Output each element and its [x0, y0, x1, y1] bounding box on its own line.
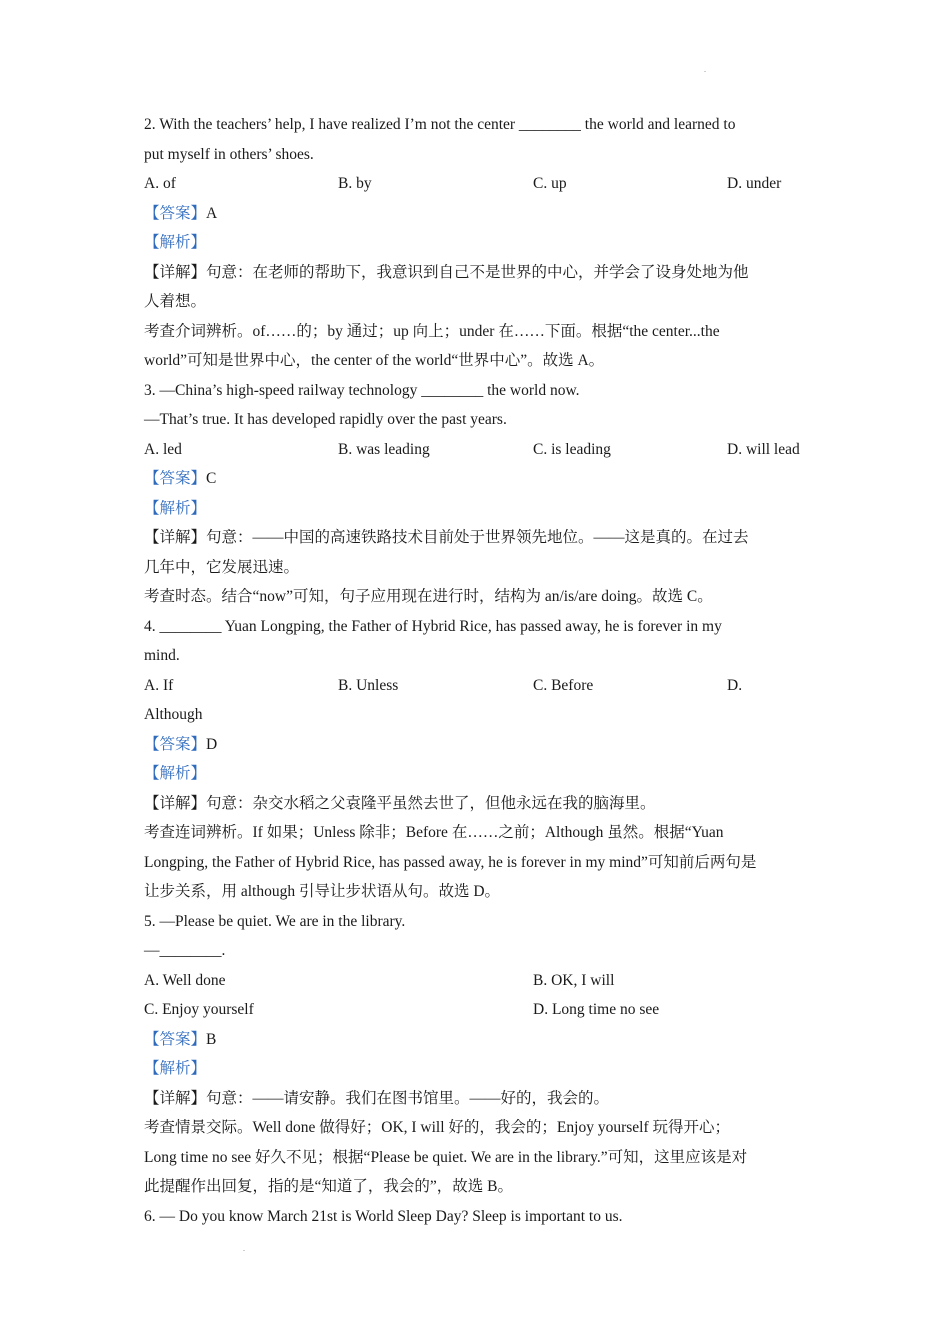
detail-text: Longping, the Father of Hybrid Rice, has passed away, he is forever in my mind”可知前后两句是 — [144, 853, 757, 871]
detail-text: 考查情景交际。Well done 做得好；OK, I will 好的，我会的；Enjoy yourself 玩得开心； — [144, 1119, 730, 1136]
question-5 — [144, 907, 814, 1202]
question-stem: mind. — [144, 647, 180, 664]
option-a: A. of — [144, 175, 176, 192]
detail-text: 几年中，它发展迅速。 — [144, 558, 300, 576]
option-d: D. under — [727, 175, 782, 192]
options-row — [144, 435, 814, 465]
option-c: C. Before — [533, 676, 594, 694]
detail-text: 让步关系，用 although 引导让步状语从句。故选 D。 — [144, 883, 501, 900]
option-d: D. Long time no see — [533, 1001, 660, 1018]
question-stem: 5. —Please be quiet. We are in the library. — [144, 912, 406, 930]
detail-line — [144, 789, 814, 819]
detail-text: 句意：杂交水稻之父袁隆平虽然去世了，但他永远在我的脑海里。 — [206, 794, 656, 812]
question-2 — [144, 110, 814, 376]
answer-tag: 【答案】 — [144, 470, 207, 487]
question-3 — [144, 376, 814, 612]
detail-tag: 【详解】 — [144, 1089, 207, 1107]
scan-speck — [243, 1250, 245, 1251]
option-c: C. up — [533, 175, 567, 192]
detail-text: 句意：在老师的帮助下，我意识到自己不是世界的中心，并学会了设身处地为他 — [206, 263, 749, 281]
answer-value: D — [206, 735, 218, 753]
detail-line — [144, 258, 814, 288]
answer-line — [144, 730, 814, 760]
option-c: C. Enjoy yourself — [144, 1001, 254, 1018]
detail-tag: 【详解】 — [144, 794, 207, 812]
question-stem: put myself in others’ shoes. — [144, 145, 314, 163]
question-stem: 3. —China’s high-speed railway technology ________ the world now. — [144, 381, 580, 399]
detail-text: 考查连词辨析。If 如果；Unless 除非；Before 在……之前；Although 虽然。根据“Yuan — [144, 824, 724, 841]
option-b: B. Unless — [338, 676, 399, 694]
detail-tag: 【详解】 — [144, 263, 207, 281]
option-d: D. — [727, 676, 743, 694]
question-stem: —That’s true. It has developed rapidly over the past years. — [144, 411, 507, 428]
options-row — [144, 995, 814, 1025]
detail-text: 人着想。 — [144, 293, 207, 310]
question-stem: 6. — Do you know March 21st is World Sleep Day? Sleep is important to us. — [144, 1207, 623, 1225]
option-a: A. led — [144, 440, 182, 458]
analysis-line — [144, 228, 814, 258]
detail-text: 句意：——请安静。我们在图书馆里。——好的，我会的。 — [206, 1089, 610, 1107]
option-b: B. OK, I will — [533, 971, 615, 989]
option-c: C. is leading — [533, 440, 611, 458]
option-b: B. was leading — [338, 440, 430, 458]
answer-tag: 【答案】 — [144, 204, 207, 222]
answer-value: A — [206, 204, 218, 222]
option-a: A. Well done — [144, 971, 226, 989]
option-b: B. by — [338, 175, 372, 192]
option-a: A. If — [144, 676, 174, 694]
detail-line — [144, 523, 814, 553]
detail-text: 句意：——中国的高速铁路技术目前处于世界领先地位。——这是真的。在过去 — [206, 529, 749, 546]
option-d-text: Although — [144, 706, 203, 723]
question-stem: 2. With the teachers’ help, I have realized I’m not the center ________ the world and learned to — [144, 116, 736, 133]
options-row — [144, 966, 814, 996]
detail-tag: 【详解】 — [144, 529, 207, 546]
option-d: D. will lead — [727, 440, 800, 458]
question-4 — [144, 612, 814, 907]
detail-text: 考查时态。结合“now”可知，句子应用现在进行时，结构为 an/is/are doing。故选 C。 — [144, 588, 713, 605]
analysis-line — [144, 759, 814, 789]
scan-speck — [704, 71, 706, 72]
answer-line — [144, 1025, 814, 1055]
options-row — [144, 169, 814, 199]
question-stem: 4. ________ Yuan Longping, the Father of Hybrid Rice, has passed away, he is forever in my — [144, 617, 722, 635]
question-stem: —________. — [144, 942, 226, 959]
analysis-tag: 【解析】 — [144, 234, 207, 251]
detail-line — [144, 1084, 814, 1114]
answer-value: B — [206, 1030, 217, 1048]
detail-text: 考查介词辨析。of……的；by 通过；up 向上；under 在……下面。根据“the center...the — [144, 322, 720, 340]
detail-text: Long time no see 好久不见；根据“Please be quiet. We are in the library.”可知，这里应该是对 — [144, 1148, 748, 1166]
analysis-line — [144, 494, 814, 524]
analysis-tag: 【解析】 — [144, 499, 207, 517]
answer-tag: 【答案】 — [144, 735, 207, 753]
answer-tag: 【答案】 — [144, 1030, 207, 1048]
exam-page — [144, 110, 814, 1231]
answer-line — [144, 199, 814, 229]
detail-text: 此提醒作出回复，指的是“知道了，我会的”，故选 B。 — [144, 1178, 513, 1195]
analysis-tag: 【解析】 — [144, 765, 207, 782]
answer-value: C — [206, 470, 217, 487]
options-row — [144, 671, 814, 701]
answer-line — [144, 464, 814, 494]
question-6 — [144, 1202, 814, 1232]
detail-text: world”可知是世界中心，the center of the world“世界中心”。故选 A。 — [144, 352, 605, 369]
analysis-line — [144, 1054, 814, 1084]
analysis-tag: 【解析】 — [144, 1060, 207, 1077]
